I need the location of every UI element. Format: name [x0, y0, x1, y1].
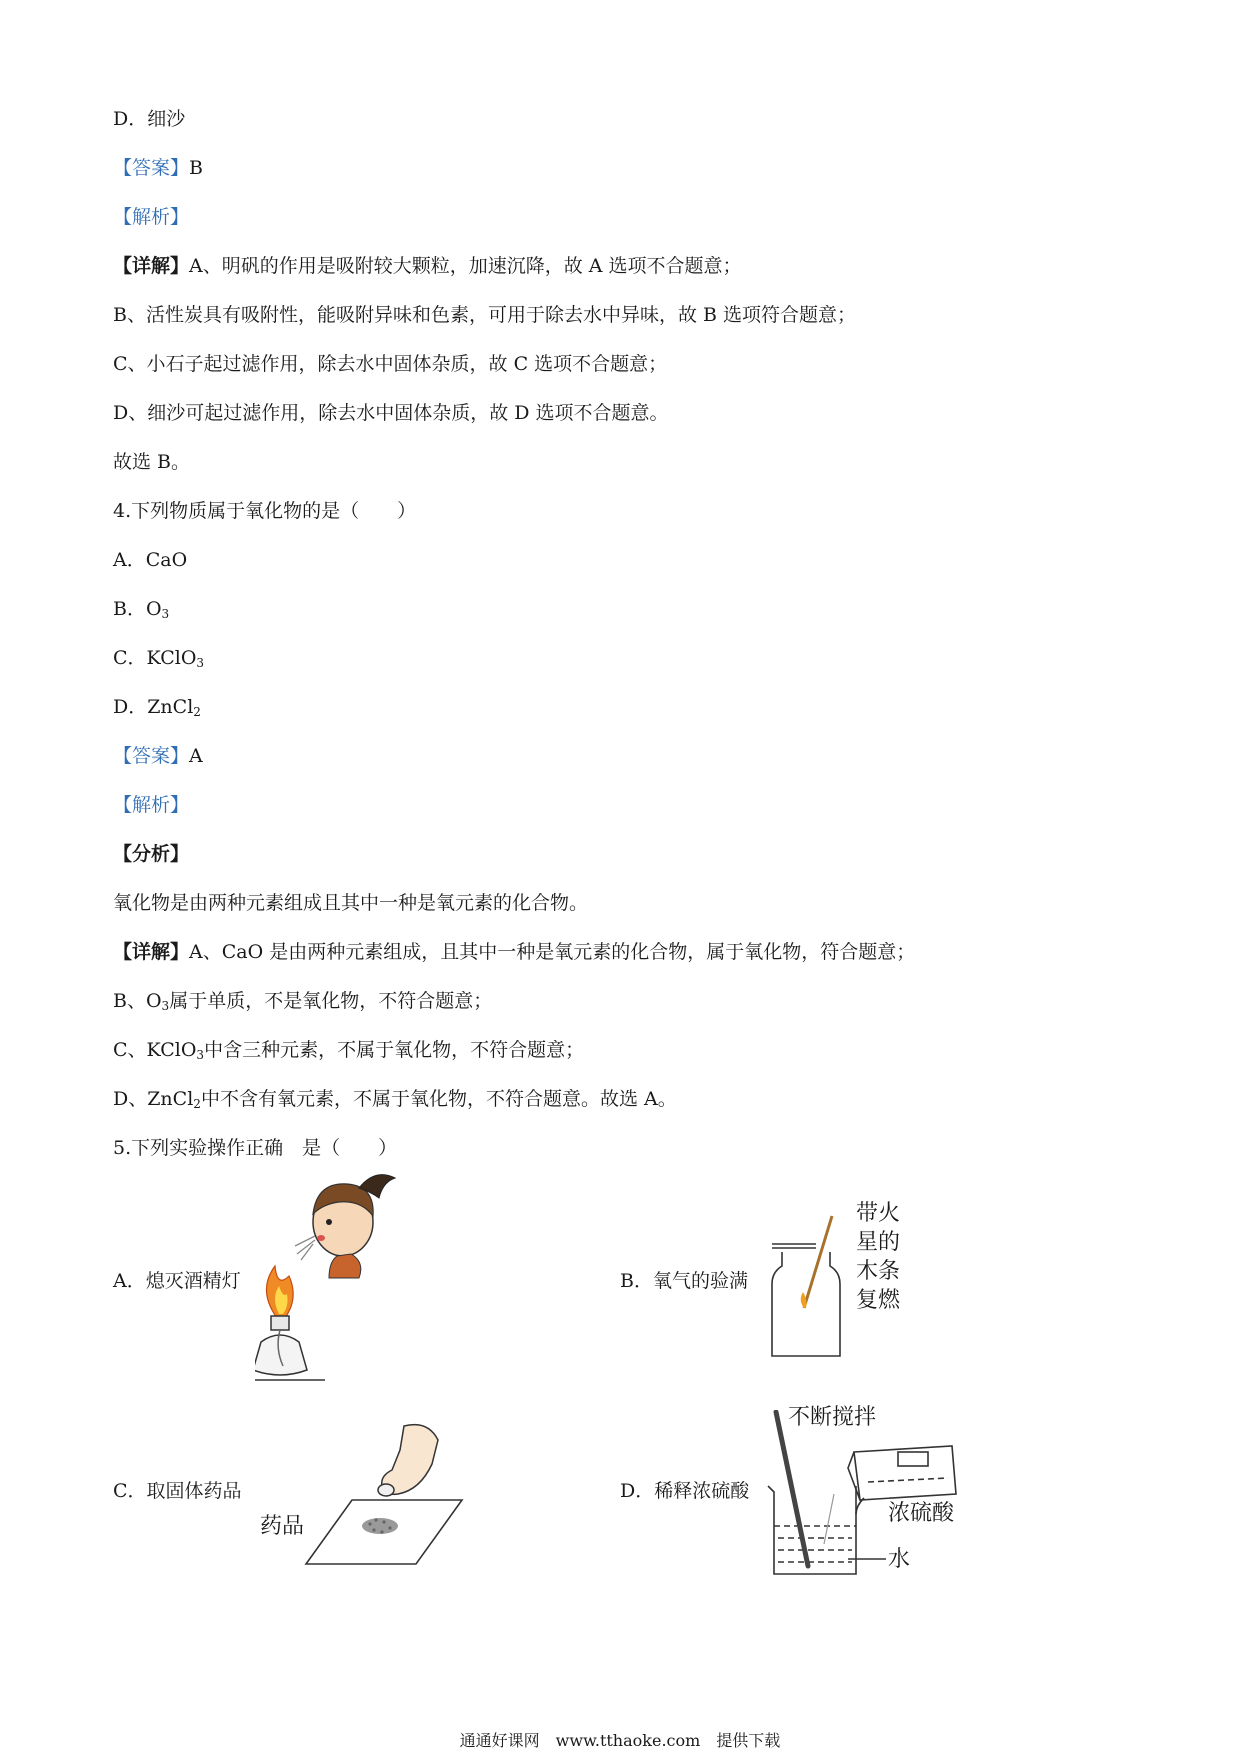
- q5-question: 5.下列实验操作正确 是（ ）: [113, 1137, 398, 1159]
- glowing-ember-icon: [801, 1292, 807, 1308]
- q4-question: 4.下列物质属于氧化物的是（ ）: [113, 500, 417, 522]
- alcohol-lamp-icon: [255, 1316, 325, 1380]
- q3-conclusion: 故选 B。: [113, 451, 191, 473]
- answer-tag: 【答案】: [113, 157, 190, 179]
- q3-option-d: D．细沙: [113, 108, 186, 130]
- q3-detail-a: [113, 253, 742, 279]
- q4-detail-b: [113, 988, 492, 1014]
- fig-b-label-4: 复燃: [856, 1288, 901, 1313]
- subscript: 3: [196, 1048, 205, 1062]
- q4-analysis-tag: 【解析】: [113, 794, 190, 816]
- option-text: B．O: [113, 598, 162, 620]
- beaker-icon: [768, 1486, 856, 1574]
- fig-b-label-1: 带火: [856, 1201, 901, 1226]
- option-text: D．ZnCl: [113, 696, 194, 718]
- answer-value: A: [189, 745, 203, 767]
- q4-answer: [113, 743, 203, 769]
- q5-option-a: A．熄灭酒精灯: [113, 1270, 241, 1292]
- q5-option-d: D．稀释浓硫酸: [620, 1480, 750, 1502]
- subscript: 3: [161, 999, 170, 1013]
- glass-rod-icon: [776, 1412, 808, 1566]
- detail-text: 属于单质，不是氧化物，不符合题意；: [169, 990, 493, 1012]
- fig-b-label-2: 星的: [856, 1230, 901, 1255]
- detail-tag: 【详解】: [113, 255, 190, 277]
- fig-d-label-stir: 不断搅拌: [788, 1405, 877, 1430]
- q4-detail-c: [113, 1037, 584, 1063]
- q3-detail-b: B、活性炭具有吸附性，能吸附异味和色素，可用于除去水中异味，故 B 选项符合题意；: [113, 304, 857, 326]
- detail-tag: 【详解】: [113, 941, 190, 963]
- detail-text: 中含三种元素，不属于氧化物，不符合题意；: [204, 1039, 585, 1061]
- subscript: 2: [193, 705, 201, 719]
- q3-answer: [113, 155, 203, 181]
- q5-option-c: C．取固体药品: [113, 1480, 242, 1502]
- q4-detail-d: [113, 1086, 677, 1112]
- answer-value: B: [189, 157, 203, 179]
- detail-text: B、O: [113, 990, 162, 1012]
- girl-head-icon: [313, 1175, 395, 1278]
- q4-option-b: [113, 596, 169, 622]
- detail-text: A、CaO 是由两种元素组成，且其中一种是氧元素的化合物，属于氧化物，符合题意；: [189, 941, 916, 963]
- answer-tag: 【答案】: [113, 745, 190, 767]
- figure-blow-out-lamp: [255, 1170, 415, 1388]
- wooden-splint-icon: [804, 1216, 832, 1308]
- fig-c-label: 药品: [260, 1514, 305, 1539]
- detail-text: C、KClO: [113, 1039, 197, 1061]
- fig-b-label-3: 木条: [856, 1259, 901, 1284]
- water-leader-line: [848, 1556, 890, 1562]
- subscript: 3: [196, 656, 205, 670]
- detail-text: D、ZnCl: [113, 1088, 194, 1110]
- subscript: 3: [161, 607, 170, 621]
- figure-solid-medicine: [300, 1420, 470, 1570]
- powder-icon: [362, 1518, 398, 1534]
- detail-text: A、明矾的作用是吸附较大颗粒，加速沉降，故 A 选项不合题意；: [189, 255, 742, 277]
- q5-option-b: B．氧气的验满: [620, 1270, 748, 1292]
- q4-definition: 氧化物是由两种元素组成且其中一种是氧元素的化合物。: [113, 892, 589, 914]
- fig-d-label-acid: 浓硫酸: [888, 1501, 955, 1526]
- fig-d-label-water: 水: [888, 1547, 911, 1572]
- q4-analyze-tag: 【分析】: [113, 843, 190, 865]
- q4-detail-a: [113, 939, 915, 965]
- detail-text: 中不含有氧元素，不属于氧化物，不符合题意。故选 A。: [200, 1088, 677, 1110]
- q4-option-d: [113, 694, 201, 720]
- hand-icon: [378, 1425, 438, 1496]
- q3-detail-c: C、小石子起过滤作用，除去水中固体杂质，故 C 选项不合题意；: [113, 353, 668, 375]
- option-text: C．KClO: [113, 647, 197, 669]
- flame-icon: [266, 1266, 293, 1318]
- q4-option-a: A．CaO: [113, 549, 188, 571]
- page-footer: 通通好课网 www.tthaoke.com 提供下载: [459, 1731, 781, 1750]
- subscript: 2: [193, 1097, 201, 1111]
- q3-analysis-tag: 【解析】: [113, 206, 190, 228]
- q3-detail-d: D、细沙可起过滤作用，除去水中固体杂质，故 D 选项不合题意。: [113, 402, 669, 424]
- blow-air-icon: [295, 1236, 315, 1260]
- q4-option-c: [113, 645, 204, 671]
- figure-gas-bottle: [770, 1210, 850, 1370]
